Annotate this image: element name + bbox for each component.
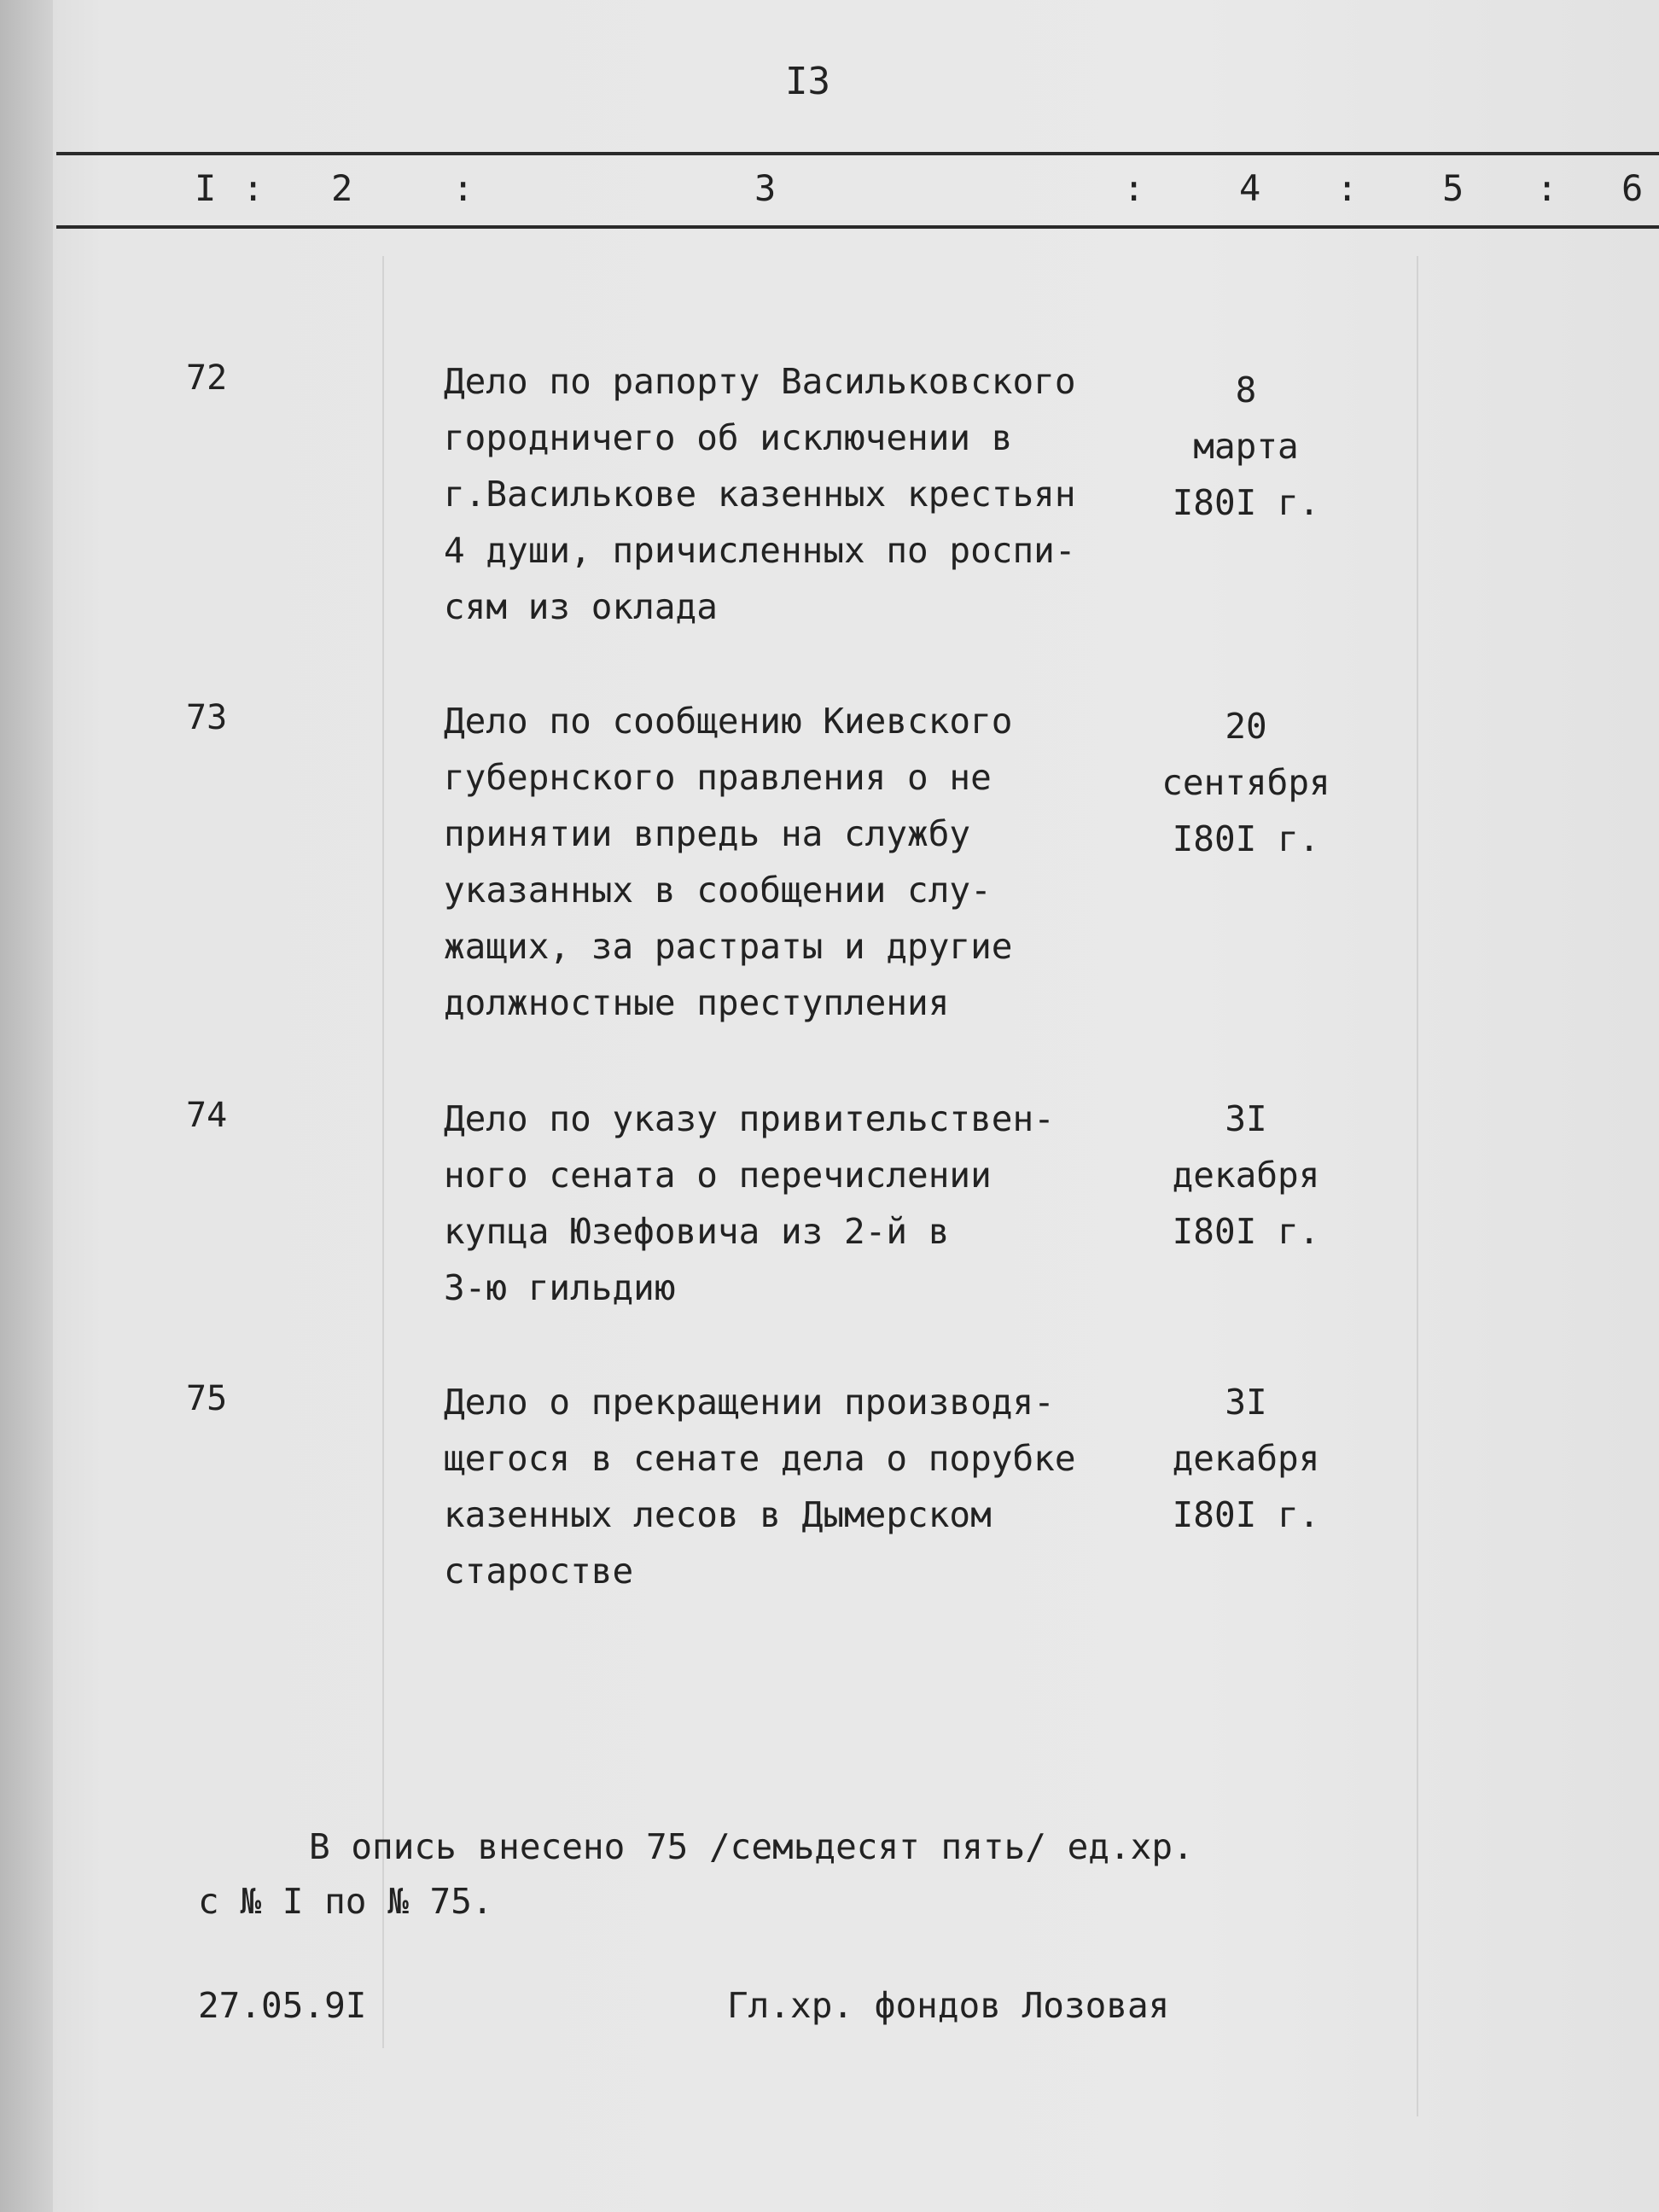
entry-text-line: ного сената о перечислении [444, 1155, 992, 1196]
entry-number: 75 [186, 1379, 228, 1418]
footer-signature: Гл.хр. фондов Лозовая [727, 1985, 1170, 2026]
column-number-6: 6 [1621, 167, 1644, 209]
column-number-3: 3 [754, 167, 777, 209]
entry-description [444, 1091, 1161, 1316]
entry-date-line: 20 [1225, 706, 1267, 747]
entry-text-line: г.Василькове казенных крестьян [444, 474, 1076, 515]
page-number: I3 [785, 60, 830, 103]
entry-date-line: декабря [1172, 1438, 1320, 1479]
faint-column-rule [382, 256, 384, 2048]
entry-text-line: жащих, за растраты и другие [444, 926, 1013, 967]
entry-text-line: должностные преступления [444, 982, 950, 1023]
column-separator: : [452, 167, 474, 209]
entry-date-line: сентября [1161, 762, 1330, 803]
header-bottom-rule [56, 225, 1659, 229]
entry-date-line: I80I г. [1172, 818, 1320, 859]
entry-date-line: I80I г. [1172, 1211, 1320, 1252]
entry-text-line: Дело о прекращении производя- [444, 1382, 1055, 1423]
entry-date [1144, 698, 1348, 867]
entry-date-line: I80I г. [1172, 482, 1320, 523]
entry-text-line: городничего об исключении в [444, 417, 1013, 458]
entry-text-line: указанных в сообщении слу- [444, 870, 992, 911]
column-number-5: 5 [1442, 167, 1464, 209]
page-binding-edge [0, 0, 53, 2212]
entry-date-line: 3I [1225, 1098, 1267, 1139]
entry-text-line: 4 души, причисленных по роспи- [444, 530, 1076, 571]
column-separator: : [242, 167, 265, 209]
column-separator: : [1536, 167, 1558, 209]
entry-date [1144, 1374, 1348, 1543]
entry-date [1144, 1091, 1348, 1260]
entry-description [444, 1374, 1161, 1599]
column-number-2: 2 [331, 167, 353, 209]
column-number-4: 4 [1239, 167, 1261, 209]
summary-range-line: с № I по № 75. [198, 1881, 493, 1922]
entry-date-line: 8 [1235, 370, 1257, 410]
faint-column-rule [1417, 256, 1418, 2116]
column-separator: : [1123, 167, 1145, 209]
column-separator: : [1336, 167, 1359, 209]
footer-date: 27.05.9I [198, 1985, 367, 2026]
entry-text-line: купца Юзефовича из 2-й в [444, 1211, 950, 1252]
entry-text-line: старостве [444, 1551, 634, 1592]
entry-date-line: I80I г. [1172, 1494, 1320, 1535]
entry-text-line: казенных лесов в Дымерском [444, 1494, 992, 1535]
entry-text-line: губернского правления о не [444, 757, 992, 798]
entry-date [1144, 362, 1348, 531]
header-top-rule [56, 152, 1659, 155]
entry-number: 74 [186, 1096, 228, 1135]
entry-date-line: марта [1193, 426, 1299, 467]
entry-text-line: Дело по указу привительствен- [444, 1098, 1055, 1139]
entry-date-line: 3I [1225, 1382, 1267, 1423]
entry-text-line: щегося в сенате дела о порубке [444, 1438, 1076, 1479]
entry-text-line: сям из оклада [444, 586, 718, 627]
column-number-1: I [195, 167, 217, 209]
entry-number: 73 [186, 698, 228, 737]
summary-count-line: В опись внесено 75 /семьдесят пять/ ед.хр. [309, 1826, 1194, 1867]
entry-number: 72 [186, 358, 228, 398]
entry-description [444, 353, 1161, 635]
entry-text-line: принятии впредь на службу [444, 813, 971, 854]
entry-text-line: Дело по рапорту Васильковского [444, 361, 1076, 402]
entry-date-line: декабря [1172, 1155, 1320, 1196]
entry-description [444, 693, 1161, 1031]
entry-text-line: Дело по сообщению Киевского [444, 701, 1013, 742]
entry-text-line: 3-ю гильдию [444, 1267, 676, 1308]
